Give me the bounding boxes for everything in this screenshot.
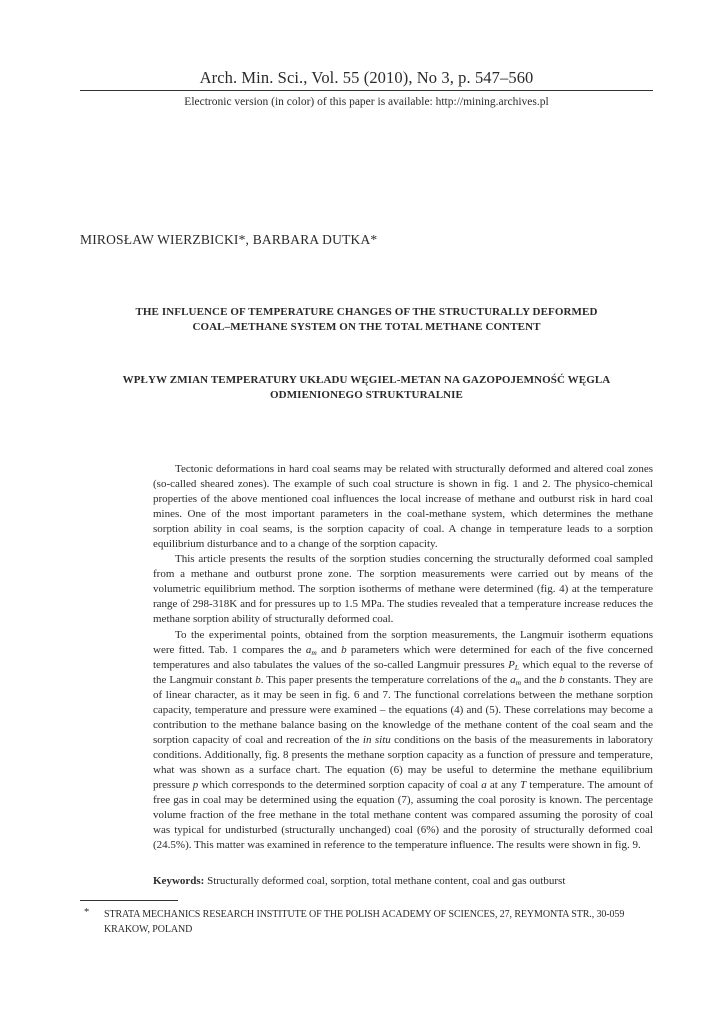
abstract-paragraph-2: This article presents the results of the sorption studies concerning the structurally deformed coal sampled from a methane and outburst prone zone. The sorption measurements were carried out by means of the volumetric equilibrium method. The sorption isotherms of methane were determined (fig. 4) at the temperature range of 298-318K and for pressures up to 1.5 MPa. The studies revealed that a temperature increase reduces the methane sorption ability of structurally deformed coal.	[153, 553, 653, 626]
title-english	[90, 305, 643, 335]
footnote-affiliation	[104, 907, 656, 937]
abstract-paragraph-3: To the experimental points, obtained from the sorption measurements, the Langmuir isotherm equations were fitted. Tab. 1 compares the $a_m$ and b parameters which were determined for each of the five concerned temperatures and also tabulates the values of the so-called Langmuir pressures $P_L$ which equal to the reverse of the Langmuir constant b. This paper presents the temperature correlations of the $a_m$ and the b constants. They are of linear character, as it may be seen in fig. 6 and 7. The functional correlations between the methane sorption capacity, temperature and pressure were examined – the equations (4) and (5). These correlations may become a contribution to the methane balance basing on the knowledge of the methane content of the coal seam and the sorption capacity of coal and recreation of the in situ conditions on the basis of the measurements in laboratory conditions. Additionally, fig. 8 presents the methane sorption capacity as a function of pressure and temperature, what was shown as a surface chart. The equation (6) may be useful to determine the methane equilibrium pressure p which corresponds to the determined sorption capacity of coal a at any T temperature. The amount of free gas in coal may be determined using the equation (7), assuming the coal porosity is known. The percentage volume fraction of the free methane in the total methane content was compared assuming the porosity of coal was typical for undisturbed (structurally unchanged) coal (6%) and the porosity of structurally deformed coal (24.5%). This matter was examined in reference to the temperature influence. The results were shown in fig. 9.	[153, 628, 653, 852]
footnote-mark: *	[84, 907, 90, 918]
title-polish	[90, 373, 643, 403]
footnote-rule	[80, 900, 178, 901]
keywords	[153, 874, 653, 889]
footnote-line-2: KRAKOW, POLAND	[104, 924, 193, 935]
authors: MIROSŁAW WIERZBICKI*, BARBARA DUTKA*	[80, 232, 378, 247]
title-english-line-2: COAL–METHANE SYSTEM ON THE TOTAL METHANE CONTENT	[192, 321, 541, 333]
header-rule	[80, 90, 653, 91]
abstract	[153, 462, 653, 853]
electronic-version-note: Electronic version (in color) of this paper is available: http://mining.archives.pl	[184, 96, 549, 108]
title-polish-line-1: WPŁYW ZMIAN TEMPERATURY UKŁADU WĘGIEL-METAN NA GAZOPOJEMNOŚĆ WĘGLA	[122, 374, 611, 386]
journal-citation: Arch. Min. Sci., Vol. 55 (2010), No 3, p. 547–560	[199, 68, 534, 87]
title-polish-line-2: ODMIENIONEGO STRUKTURALNIE	[270, 389, 463, 401]
keywords-label: Keywords:	[153, 875, 205, 887]
title-english-line-1: THE INFLUENCE OF TEMPERATURE CHANGES OF THE STRUCTURALLY DEFORMED	[135, 306, 598, 318]
footnote-line-1: STRATA MECHANICS RESEARCH INSTITUTE OF THE POLISH ACADEMY OF SCIENCES, 27, REYMONTA STR., 30-059	[104, 909, 625, 920]
keywords-text: Structurally deformed coal, sorption, total methane content, coal and gas outburst	[204, 875, 566, 887]
abstract-paragraph-1: Tectonic deformations in hard coal seams may be related with structurally deformed and altered coal zones (so-called sheared zones). The example of such coal structure is shown in fig. 1 and 2. The physico-chemical properties of the above mentioned coal influences the local increase of methane and outburst risk in hard coal mines. One of the most important parameters in the coal-methane system, which determines the methane sorption ability in coal seams, is the sorption capacity of coal. A change in temperature leads to a sorption equilibrium disturbance and to a change of the sorption capacity.	[153, 463, 653, 551]
